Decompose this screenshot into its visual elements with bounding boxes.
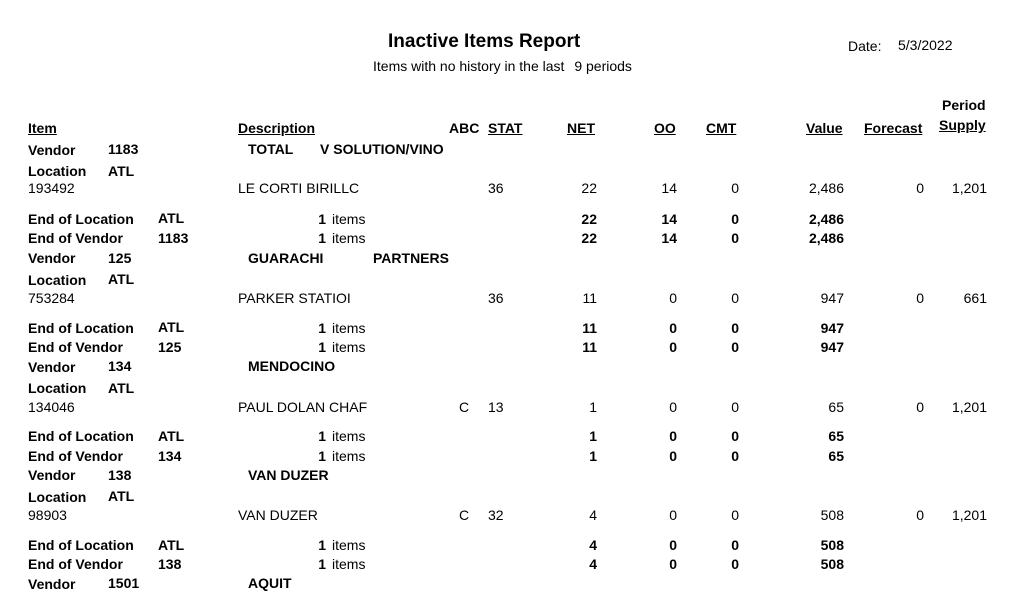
item-oo: 0 xyxy=(669,399,677,415)
end-vendor-net: 22 xyxy=(581,230,597,246)
end-location-label: End of Location xyxy=(28,537,134,553)
end-location-label: End of Location xyxy=(28,428,134,444)
end-vendor-oo: 0 xyxy=(669,556,677,572)
end-vendor-value: 947 xyxy=(820,339,844,355)
end-location-net: 1 xyxy=(589,428,597,444)
item-abc: C xyxy=(458,507,470,523)
item-number: 193492 xyxy=(28,180,75,196)
item-stat: 13 xyxy=(488,399,504,415)
col-header-forecast: Forecast xyxy=(864,120,923,136)
end-vendor-value: 508 xyxy=(820,556,844,572)
items-label: items xyxy=(332,556,366,572)
item-forecast: 0 xyxy=(916,399,924,415)
location-code: ATL xyxy=(108,380,135,396)
vendor-name: VAN DUZER xyxy=(248,467,329,483)
vendor-name-cont: PARTNERS xyxy=(373,250,449,266)
items-label: items xyxy=(332,211,366,227)
location-code: ATL xyxy=(108,488,135,504)
item-description: LE CORTI BIRILLC xyxy=(238,180,360,196)
vendor-number: 1183 xyxy=(108,141,139,157)
end-location-code: ATL xyxy=(158,210,185,226)
periods-count: 9 xyxy=(574,58,583,74)
col-header-description: Description xyxy=(238,120,316,136)
end-vendor-code: 138 xyxy=(158,556,182,572)
end-vendor-cmt: 0 xyxy=(731,230,739,246)
end-location-count: 1 xyxy=(318,320,326,336)
end-vendor-label: End of Vendor xyxy=(28,448,123,464)
end-location-value: 508 xyxy=(820,537,844,553)
end-location-cmt: 0 xyxy=(731,320,739,336)
end-vendor-value: 2,486 xyxy=(808,230,844,246)
item-oo: 14 xyxy=(661,180,677,196)
location-label: Location xyxy=(28,272,87,288)
item-stat: 36 xyxy=(488,180,504,196)
item-stat: 32 xyxy=(488,507,504,523)
end-location-count: 1 xyxy=(318,537,326,553)
item-value: 65 xyxy=(828,399,844,415)
end-location-net: 11 xyxy=(582,320,597,336)
end-vendor-cmt: 0 xyxy=(731,339,739,355)
subtitle-prefix: Items with no history in the last xyxy=(373,58,565,74)
end-location-oo: 14 xyxy=(661,211,677,227)
item-cmt: 0 xyxy=(731,399,739,415)
end-vendor-count: 1 xyxy=(318,230,326,246)
item-description: PARKER STATIOI xyxy=(238,290,351,306)
col-header-stat: STAT xyxy=(488,120,523,136)
end-location-count: 1 xyxy=(318,211,326,227)
item-oo: 0 xyxy=(669,507,677,523)
end-location-label: End of Location xyxy=(28,320,134,336)
item-net: 4 xyxy=(589,507,597,523)
item-value: 947 xyxy=(820,290,844,306)
location-label: Location xyxy=(28,380,87,396)
item-abc: C xyxy=(458,399,470,415)
item-period-supply: 1,201 xyxy=(951,507,987,523)
item-oo: 0 xyxy=(669,290,677,306)
subtitle-suffix: periods xyxy=(586,58,632,74)
location-code: ATL xyxy=(108,271,135,287)
end-vendor-oo: 0 xyxy=(669,448,677,464)
col-header-supply: Supply xyxy=(939,117,986,133)
item-forecast: 0 xyxy=(916,180,924,196)
item-cmt: 0 xyxy=(731,180,739,196)
end-location-net: 4 xyxy=(589,537,597,553)
vendor-name-cont: V SOLUTION/VINO xyxy=(320,141,444,157)
item-net: 22 xyxy=(581,180,597,196)
item-value: 508 xyxy=(820,507,844,523)
item-cmt: 0 xyxy=(731,507,739,523)
items-label: items xyxy=(332,537,366,553)
item-period-supply: 661 xyxy=(963,290,987,306)
end-location-value: 65 xyxy=(828,428,844,444)
end-vendor-count: 1 xyxy=(318,339,326,355)
end-vendor-code: 125 xyxy=(158,339,182,355)
item-number: 134046 xyxy=(28,399,75,415)
end-location-code: ATL xyxy=(158,319,185,335)
end-vendor-code: 1183 xyxy=(158,230,189,246)
col-header-net: NET xyxy=(567,120,595,136)
vendor-label: Vendor xyxy=(28,359,76,375)
end-vendor-count: 1 xyxy=(318,448,326,464)
vendor-number: 125 xyxy=(108,250,132,266)
end-location-oo: 0 xyxy=(669,537,677,553)
end-vendor-net: 1 xyxy=(589,448,597,464)
vendor-label: Vendor xyxy=(28,467,76,483)
item-period-supply: 1,201 xyxy=(951,180,987,196)
items-label: items xyxy=(332,428,366,444)
vendor-name: AQUIT xyxy=(248,575,292,591)
col-header-item: Item xyxy=(28,120,57,136)
col-header-cmt: CMT xyxy=(706,120,737,136)
end-vendor-oo: 14 xyxy=(661,230,677,246)
end-location-net: 22 xyxy=(581,211,597,227)
item-number: 98903 xyxy=(28,507,67,523)
end-location-value: 2,486 xyxy=(808,211,844,227)
report-subtitle xyxy=(373,58,632,74)
item-forecast: 0 xyxy=(916,290,924,306)
vendor-number: 138 xyxy=(108,467,132,483)
col-header-oo: OO xyxy=(654,120,676,136)
end-vendor-value: 65 xyxy=(828,448,844,464)
end-vendor-net: 4 xyxy=(589,556,597,572)
col-header-period: Period xyxy=(942,97,986,113)
end-location-oo: 0 xyxy=(669,320,677,336)
items-label: items xyxy=(332,339,366,355)
col-header-abc: ABC xyxy=(449,120,480,136)
vendor-name: GUARACHI xyxy=(248,250,324,266)
location-label: Location xyxy=(28,489,87,505)
item-description: PAUL DOLAN CHAF xyxy=(238,399,368,415)
end-location-code: ATL xyxy=(158,428,185,444)
end-vendor-cmt: 0 xyxy=(731,556,739,572)
vendor-number: 1501 xyxy=(108,575,140,591)
items-label: items xyxy=(332,230,366,246)
end-location-cmt: 0 xyxy=(731,211,739,227)
end-location-value: 947 xyxy=(820,320,844,336)
end-vendor-net: 11 xyxy=(582,339,597,355)
vendor-label: Vendor xyxy=(28,576,76,592)
date-label: Date: xyxy=(848,38,882,54)
item-cmt: 0 xyxy=(731,290,739,306)
end-vendor-label: End of Vendor xyxy=(28,556,123,572)
item-forecast: 0 xyxy=(916,507,924,523)
item-value: 2,486 xyxy=(808,180,844,196)
end-location-label: End of Location xyxy=(28,211,134,227)
vendor-number: 134 xyxy=(108,358,132,374)
item-number: 753284 xyxy=(28,290,75,306)
end-vendor-code: 134 xyxy=(158,448,182,464)
vendor-name: TOTAL xyxy=(248,141,294,157)
location-code: ATL xyxy=(108,163,135,179)
end-location-cmt: 0 xyxy=(731,428,739,444)
location-label: Location xyxy=(28,163,87,179)
col-header-value: Value xyxy=(806,120,843,136)
end-location-count: 1 xyxy=(318,428,326,444)
item-stat: 36 xyxy=(488,290,504,306)
vendor-label: Vendor xyxy=(28,250,76,266)
date-value: 5/3/2022 xyxy=(898,37,953,53)
item-description: VAN DUZER xyxy=(238,507,318,523)
end-location-code: ATL xyxy=(158,537,185,553)
item-net: 11 xyxy=(582,290,597,306)
report-title: Inactive Items Report xyxy=(388,31,581,52)
end-vendor-count: 1 xyxy=(318,556,326,572)
vendor-name: MENDOCINO xyxy=(248,358,336,374)
end-vendor-oo: 0 xyxy=(669,339,677,355)
end-vendor-label: End of Vendor xyxy=(28,230,123,246)
end-vendor-cmt: 0 xyxy=(731,448,739,464)
end-location-cmt: 0 xyxy=(731,537,739,553)
items-label: items xyxy=(332,320,366,336)
end-location-oo: 0 xyxy=(669,428,677,444)
end-vendor-label: End of Vendor xyxy=(28,339,123,355)
items-label: items xyxy=(332,448,366,464)
item-net: 1 xyxy=(589,399,597,415)
item-period-supply: 1,201 xyxy=(951,399,987,415)
vendor-label: Vendor xyxy=(28,142,76,158)
